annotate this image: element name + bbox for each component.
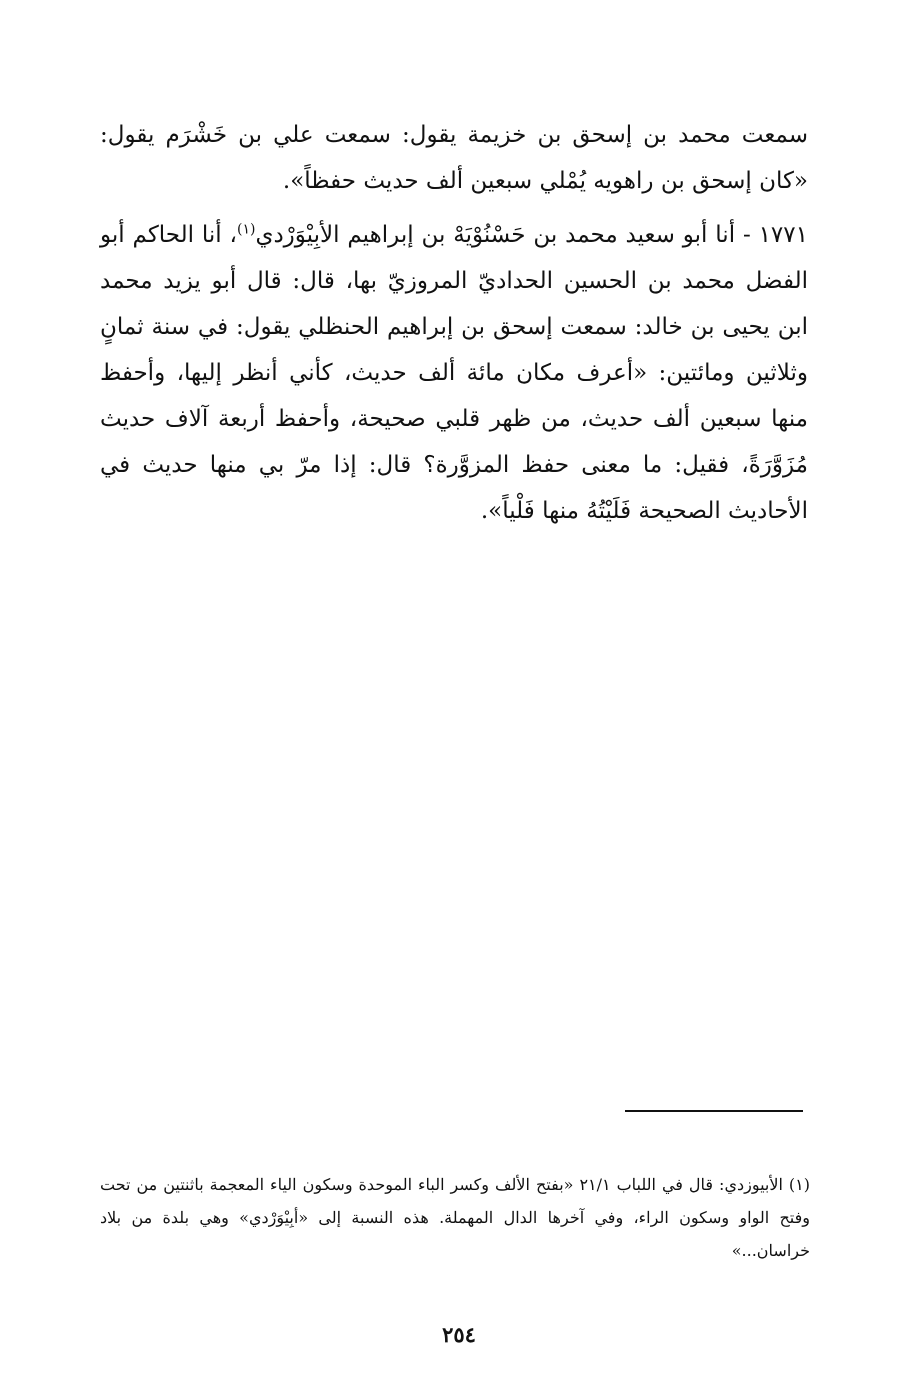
paragraph-1: سمعت محمد بن إسحق بن خزيمة يقول: سمعت علي بن خَشْرَم يقول: «كان إسحق بن راهويه يُمْلي سبعين ألف حديث حفظاً». [100,122,808,194]
footnote-reference: (١) [236,221,256,238]
footnote-divider [625,1110,803,1112]
footnote-1: (١) الأبيوزدي: قال في اللباب ٢١/١ «بفتح الألف وكسر الباء الموحدة وسكون الياء المعجمة باثنتين من تحت وفتح الواو وسكون الراء، وفي آخرها الدال المهملة. هذه النسبة إلى «أبِيْوَرْدي» وهي بلدة من بلاد خراسان...» [100,1175,811,1260]
page-number: ٢٥٤ [442,1322,476,1347]
paragraph-2-rest: ، أنا الحاكم أبو الفضل محمد بن الحسين الحداديّ المروزيّ بها، قال: قال أبو يزيد محمد ابن يحيى بن خالد: سمعت إسحق بن إبراهيم الحنظلي يقول: في سنة ثمانٍ وثلاثين ومائتين: «أعرف مكان مائة ألف حديث، كأني أنظر إليها، وأحفظ منها سبعين ألف حديث، من ظهر قلبي صحيحة، وأحفظ أربعة آلاف حديث مُزَوَّرَةً، فقيل: ما معنى حفظ المزوَّرة؟ قال: إذا مرّ بي منها حديث في الأحاديث الصحيحة فَلَيْتُهُ منها فَلْياً». [100,222,808,524]
footnotes [100,1168,810,1267]
main-text [100,112,808,534]
paragraph-2-start: ١٧٧١ - أنا أبو سعيد محمد بن حَسْنُوْيَهْ بن إبراهيم الأبِيْوَرْدي [255,222,808,248]
paragraph-2 [100,212,808,534]
